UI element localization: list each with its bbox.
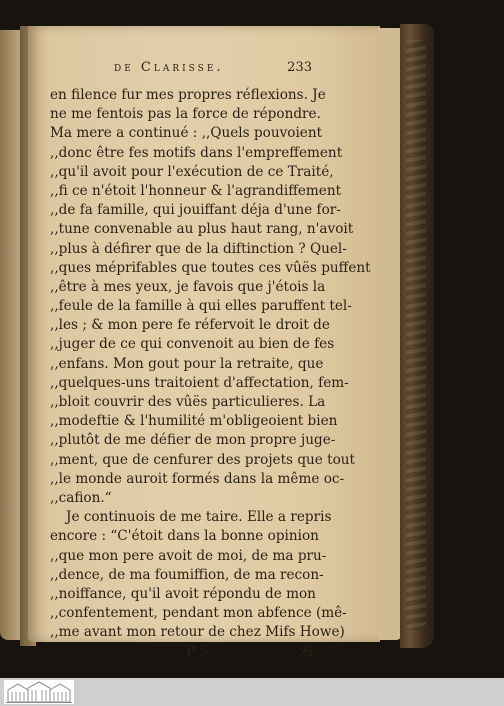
page-footer [50, 642, 314, 662]
text-line: ,,ment, que de cenfurer des projets que tout [50, 451, 356, 468]
text-line: en filence fur mes propres réflexions. Je [50, 87, 326, 103]
text-line: ,,donc être fes motifs dans l'empreffement [50, 144, 343, 161]
text-line: ,,cafion.“ [50, 489, 112, 506]
library-building-logo-icon [4, 680, 74, 704]
library-footer-bar [0, 678, 504, 706]
text-line: ,,qu'il avoit pour l'exécution de ce Traité, [50, 163, 334, 180]
cover-marbling [406, 40, 426, 630]
text-line: ,,enfans. Mon gout pour la retraite, que [50, 355, 324, 372]
text-line: ,,les ; & mon pere fe réfervoit le droit de [50, 317, 330, 334]
body-text [50, 86, 371, 642]
text-line: ,,me avant mon retour de chez Mifs Howe) [50, 624, 345, 641]
page-block-edges [378, 28, 402, 640]
text-line: ,,de fa famille, qui jouiffant déja d'une for- [50, 202, 341, 219]
running-head [50, 60, 314, 82]
text-line: Ma mere a continué : ,,Quels pouvoient [50, 125, 323, 142]
text-line: ,,feule de la famille à qui elles paruffent tel- [50, 298, 352, 315]
text-line: ,,que mon pere avoit de moi, de ma pru- [50, 547, 327, 564]
text-line: ,,noiffance, qu'il avoit répondu de mon [50, 585, 316, 602]
catchword: ,,& [293, 644, 314, 661]
text-line: ,,être à mes yeux, je favois que j'étois la [50, 278, 326, 295]
running-head-title: de Clarisse. [114, 60, 224, 75]
text-line: ,,plus à défirer que de la diftinction ? Quel- [50, 240, 347, 257]
text-line: ,,modeftie & l'humilité m'obligeoient bien [50, 413, 338, 430]
page-text-block [50, 60, 371, 662]
signature-mark: P 5 [186, 644, 209, 661]
page-number: 233 [287, 60, 312, 75]
text-line: ne me fentois pas la force de répondre. [50, 106, 321, 123]
text-line: ,,bloit couvrir des vûës particulieres. La [50, 394, 326, 410]
text-line: Je continuois de me taire. Elle a repris [66, 509, 332, 526]
text-line: ,,confentement, pendant mon abfence (mê- [50, 605, 347, 622]
text-line: ,,tune convenable au plus haut rang, n'avoit [50, 221, 354, 238]
text-line: encore : “C'étoit dans la bonne opinion [50, 528, 319, 545]
text-line: ,,le monde auroit formés dans la même oc- [50, 470, 345, 487]
text-line: ,,ques méprifables que toutes ces vûës puffent [50, 259, 371, 276]
text-line: ,,quelques-uns traitoient d'affectation, fem- [50, 374, 349, 391]
text-line: ,,fi ce n'étoit l'honneur & l'agrandiffement [50, 182, 342, 199]
text-line: ,,dence, de ma foumiffion, de ma recon- [50, 566, 324, 583]
text-line: ,,juger de ce qui convenoit au bien de fes [50, 336, 335, 353]
text-line: ,,plutôt de me défier de mon propre juge- [50, 432, 336, 449]
